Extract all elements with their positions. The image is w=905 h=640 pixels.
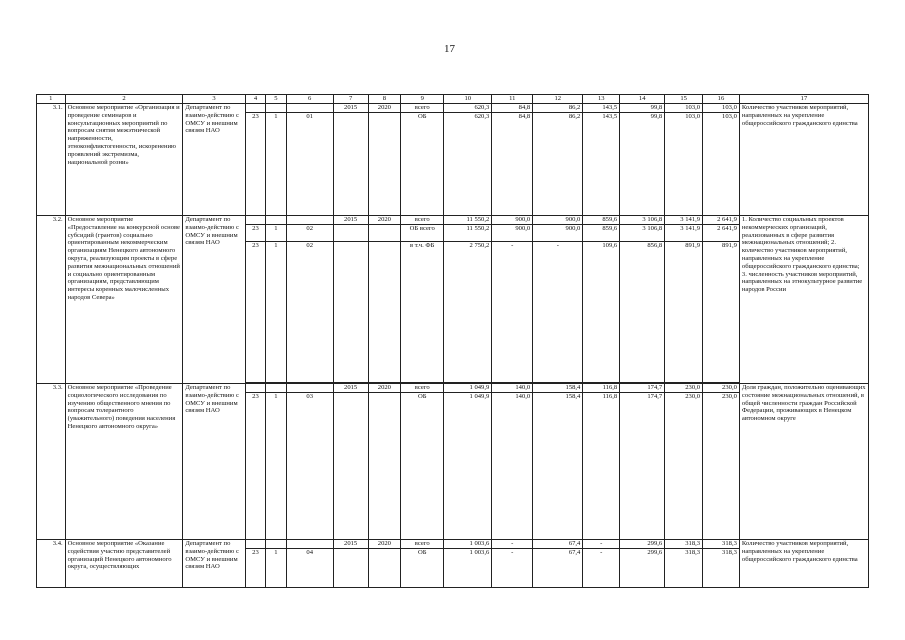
value-cell: 318,3	[703, 549, 740, 588]
code-cell: 1	[266, 549, 286, 588]
value-cell: 158,4	[533, 393, 583, 540]
header-cell: 6	[286, 95, 333, 104]
value-cell: 620,3	[444, 113, 492, 216]
end-year: 2020	[368, 104, 401, 113]
end-year: 2020	[368, 216, 401, 225]
header-cell: 13	[583, 95, 620, 104]
row-number: 3.2.	[37, 216, 66, 384]
funding-source: всего	[401, 104, 444, 113]
code-cell: 23	[245, 393, 265, 540]
value-cell: 3 141,9	[665, 225, 703, 242]
table-row	[37, 104, 869, 113]
header-cell: 11	[492, 95, 533, 104]
value-cell: 2 641,9	[703, 225, 740, 242]
code-cell: 02	[286, 225, 333, 242]
value-cell: 900,0	[492, 225, 533, 242]
header-cell: 1	[37, 95, 66, 104]
activity-name: Основное мероприятие «Предоставление на конкурсной основе субсидий (грантов) социально ориентированным некоммерческим организациям Ненецкого автономного округа, реализующим проекты в сфере развития межнациональных отношений и социально ориентированным организациям, представляющим интересы коренных малочисленных народов Севера»	[65, 216, 183, 384]
value-cell: 900,0	[533, 216, 583, 225]
value-cell: 891,9	[703, 242, 740, 383]
value-cell: 103,0	[703, 113, 740, 216]
code-cell: 02	[286, 242, 333, 383]
value-cell: 299,6	[620, 540, 665, 549]
funding-source-total: всего	[419, 225, 435, 232]
value-cell: 891,9	[665, 242, 703, 383]
funding-source: в т.ч. ФБ	[401, 242, 444, 383]
value-cell: -	[492, 549, 533, 588]
header-cell: 14	[620, 95, 665, 104]
code-cell: 04	[286, 549, 333, 588]
header-cell: 16	[703, 95, 740, 104]
value-cell: 318,3	[665, 540, 703, 549]
expected-result: 1. Количество социальных проектов некоммерческих организаций, реализованных в сфере развития межнациональных отношений; 2. количество участников мероприятий, направленных на укрепление общероссийского гражданского единства; 3. численность участников мероприятий, направленных на этнокультурное развитие народов России	[739, 216, 868, 384]
value-cell: 86,2	[533, 104, 583, 113]
header-cell: 10	[444, 95, 492, 104]
value-cell: 3 141,9	[665, 216, 703, 225]
value-cell: -	[583, 540, 620, 549]
code-cell: 23	[245, 549, 265, 588]
funding-source	[401, 225, 444, 242]
value-cell: 230,0	[665, 393, 703, 540]
value-cell: 103,0	[665, 113, 703, 216]
value-cell: 2 750,2	[444, 242, 492, 383]
value-cell: 143,5	[583, 104, 620, 113]
value-cell: 318,3	[703, 540, 740, 549]
activity-name: Основное мероприятие «Проведение социологического исследования по изучению общественного мнения по вопросам толерантного (уважительного) поведения населения Ненецкого автономного округа»	[65, 384, 183, 540]
value-cell: 143,5	[583, 113, 620, 216]
header-cell: 2	[65, 95, 183, 104]
row-number: 3.3.	[37, 384, 66, 540]
executor: Департамент по взаимо-действию с ОМСУ и внешним связям НАО	[183, 104, 245, 216]
funding-source-ob: ОБ	[409, 225, 419, 232]
value-cell: 158,4	[533, 384, 583, 393]
table-row	[37, 540, 869, 549]
value-cell: -	[533, 242, 583, 383]
value-cell: -	[492, 540, 533, 549]
funding-source: ОБ	[401, 113, 444, 216]
value-cell: -	[583, 549, 620, 588]
start-year: 2015	[333, 384, 368, 393]
value-cell: 140,0	[492, 384, 533, 393]
value-cell: 859,6	[583, 216, 620, 225]
row-number: 3.1.	[37, 104, 66, 216]
value-cell: 99,8	[620, 104, 665, 113]
value-cell: 84,8	[492, 104, 533, 113]
value-cell: 1 003,6	[444, 540, 492, 549]
code-cell: 23	[245, 113, 265, 216]
value-cell: 86,2	[533, 113, 583, 216]
funding-source: всего	[401, 540, 444, 549]
code-cell: 1	[266, 113, 286, 216]
value-cell: 1 049,9	[444, 393, 492, 540]
code-cell: 23	[245, 242, 265, 383]
value-cell: 299,6	[620, 549, 665, 588]
start-year: 2015	[333, 104, 368, 113]
value-cell: -	[492, 242, 533, 383]
row-number: 3.4.	[37, 540, 66, 588]
code-cell: 1	[266, 225, 286, 242]
funding-source: всего	[401, 216, 444, 225]
header-cell: 12	[533, 95, 583, 104]
header-cell: 4	[245, 95, 265, 104]
value-cell: 99,8	[620, 113, 665, 216]
funding-source: ОБ	[401, 549, 444, 588]
expected-result: Доля граждан, положительно оценивающих состояние межнациональных отношений, в общей численности граждан Российской Федерации, проживающих в Ненецком автономном округе	[739, 384, 868, 540]
code-cell: 23	[245, 225, 265, 242]
expected-result: Количество участников мероприятий, направленных на укрепление общероссийского гражданского единства	[739, 540, 868, 588]
value-cell: 116,8	[583, 384, 620, 393]
value-cell: 109,6	[583, 242, 620, 383]
end-year: 2020	[368, 384, 401, 393]
code-cell: 03	[286, 393, 333, 540]
value-cell: 1 003,6	[444, 549, 492, 588]
funding-source: всего	[401, 384, 444, 393]
start-year: 2015	[333, 216, 368, 225]
value-cell: 1 049,9	[444, 384, 492, 393]
header-cell: 17	[739, 95, 868, 104]
value-cell: 900,0	[492, 216, 533, 225]
funding-source: ОБ	[401, 393, 444, 540]
value-cell: 230,0	[665, 384, 703, 393]
value-cell: 174,7	[620, 384, 665, 393]
header-cell: 3	[183, 95, 245, 104]
value-cell: 230,0	[703, 384, 740, 393]
activity-name: Основное мероприятие «Оказание содействия участию представителей организаций Ненецкого автономного округа, осуществляющих	[65, 540, 183, 588]
value-cell: 84,8	[492, 113, 533, 216]
expected-result: Количество участников мероприятий, направленных на укрепление общероссийского гражданского единства	[739, 104, 868, 216]
program-table	[36, 94, 869, 588]
value-cell: 140,0	[492, 393, 533, 540]
start-year: 2015	[333, 540, 368, 549]
end-year: 2020	[368, 540, 401, 549]
value-cell: 174,7	[620, 393, 665, 540]
value-cell: 11 550,2	[444, 216, 492, 225]
table-row	[37, 384, 869, 393]
value-cell: 900,0	[533, 225, 583, 242]
value-cell: 67,4	[533, 549, 583, 588]
code-cell: 01	[286, 113, 333, 216]
value-cell: 2 641,9	[703, 216, 740, 225]
executor: Департамент по взаимо-действию с ОМСУ и внешним связям НАО	[183, 384, 245, 540]
page-number: 17	[444, 43, 455, 55]
value-cell: 859,6	[583, 225, 620, 242]
activity-name: Основное мероприятие «Организация и проведение семинаров и консультационных мероприятий по вопросам снятия межэтнической напряженности, этноконфликтогенности, искоренению проявлений экстремизма, национальной розни»	[65, 104, 183, 216]
header-row	[37, 95, 869, 104]
value-cell: 103,0	[703, 104, 740, 113]
value-cell: 103,0	[665, 104, 703, 113]
value-cell: 230,0	[703, 393, 740, 540]
value-cell: 67,4	[533, 540, 583, 549]
header-cell: 8	[368, 95, 401, 104]
code-cell: 1	[266, 242, 286, 383]
value-cell: 11 550,2	[444, 225, 492, 242]
code-cell: 1	[266, 393, 286, 540]
executor: Департамент по взаимо-действию с ОМСУ и внешним связям НАО	[183, 216, 245, 384]
header-cell: 7	[333, 95, 368, 104]
header-cell: 9	[401, 95, 444, 104]
value-cell: 318,3	[665, 549, 703, 588]
executor: Департамент по взаимо-действию с ОМСУ и внешним связям НАО	[183, 540, 245, 588]
value-cell: 620,3	[444, 104, 492, 113]
value-cell: 3 106,8	[620, 225, 665, 242]
header-cell: 15	[665, 95, 703, 104]
value-cell: 856,8	[620, 242, 665, 383]
table-row	[37, 216, 869, 225]
header-cell: 5	[266, 95, 286, 104]
value-cell: 116,8	[583, 393, 620, 540]
value-cell: 3 106,8	[620, 216, 665, 225]
